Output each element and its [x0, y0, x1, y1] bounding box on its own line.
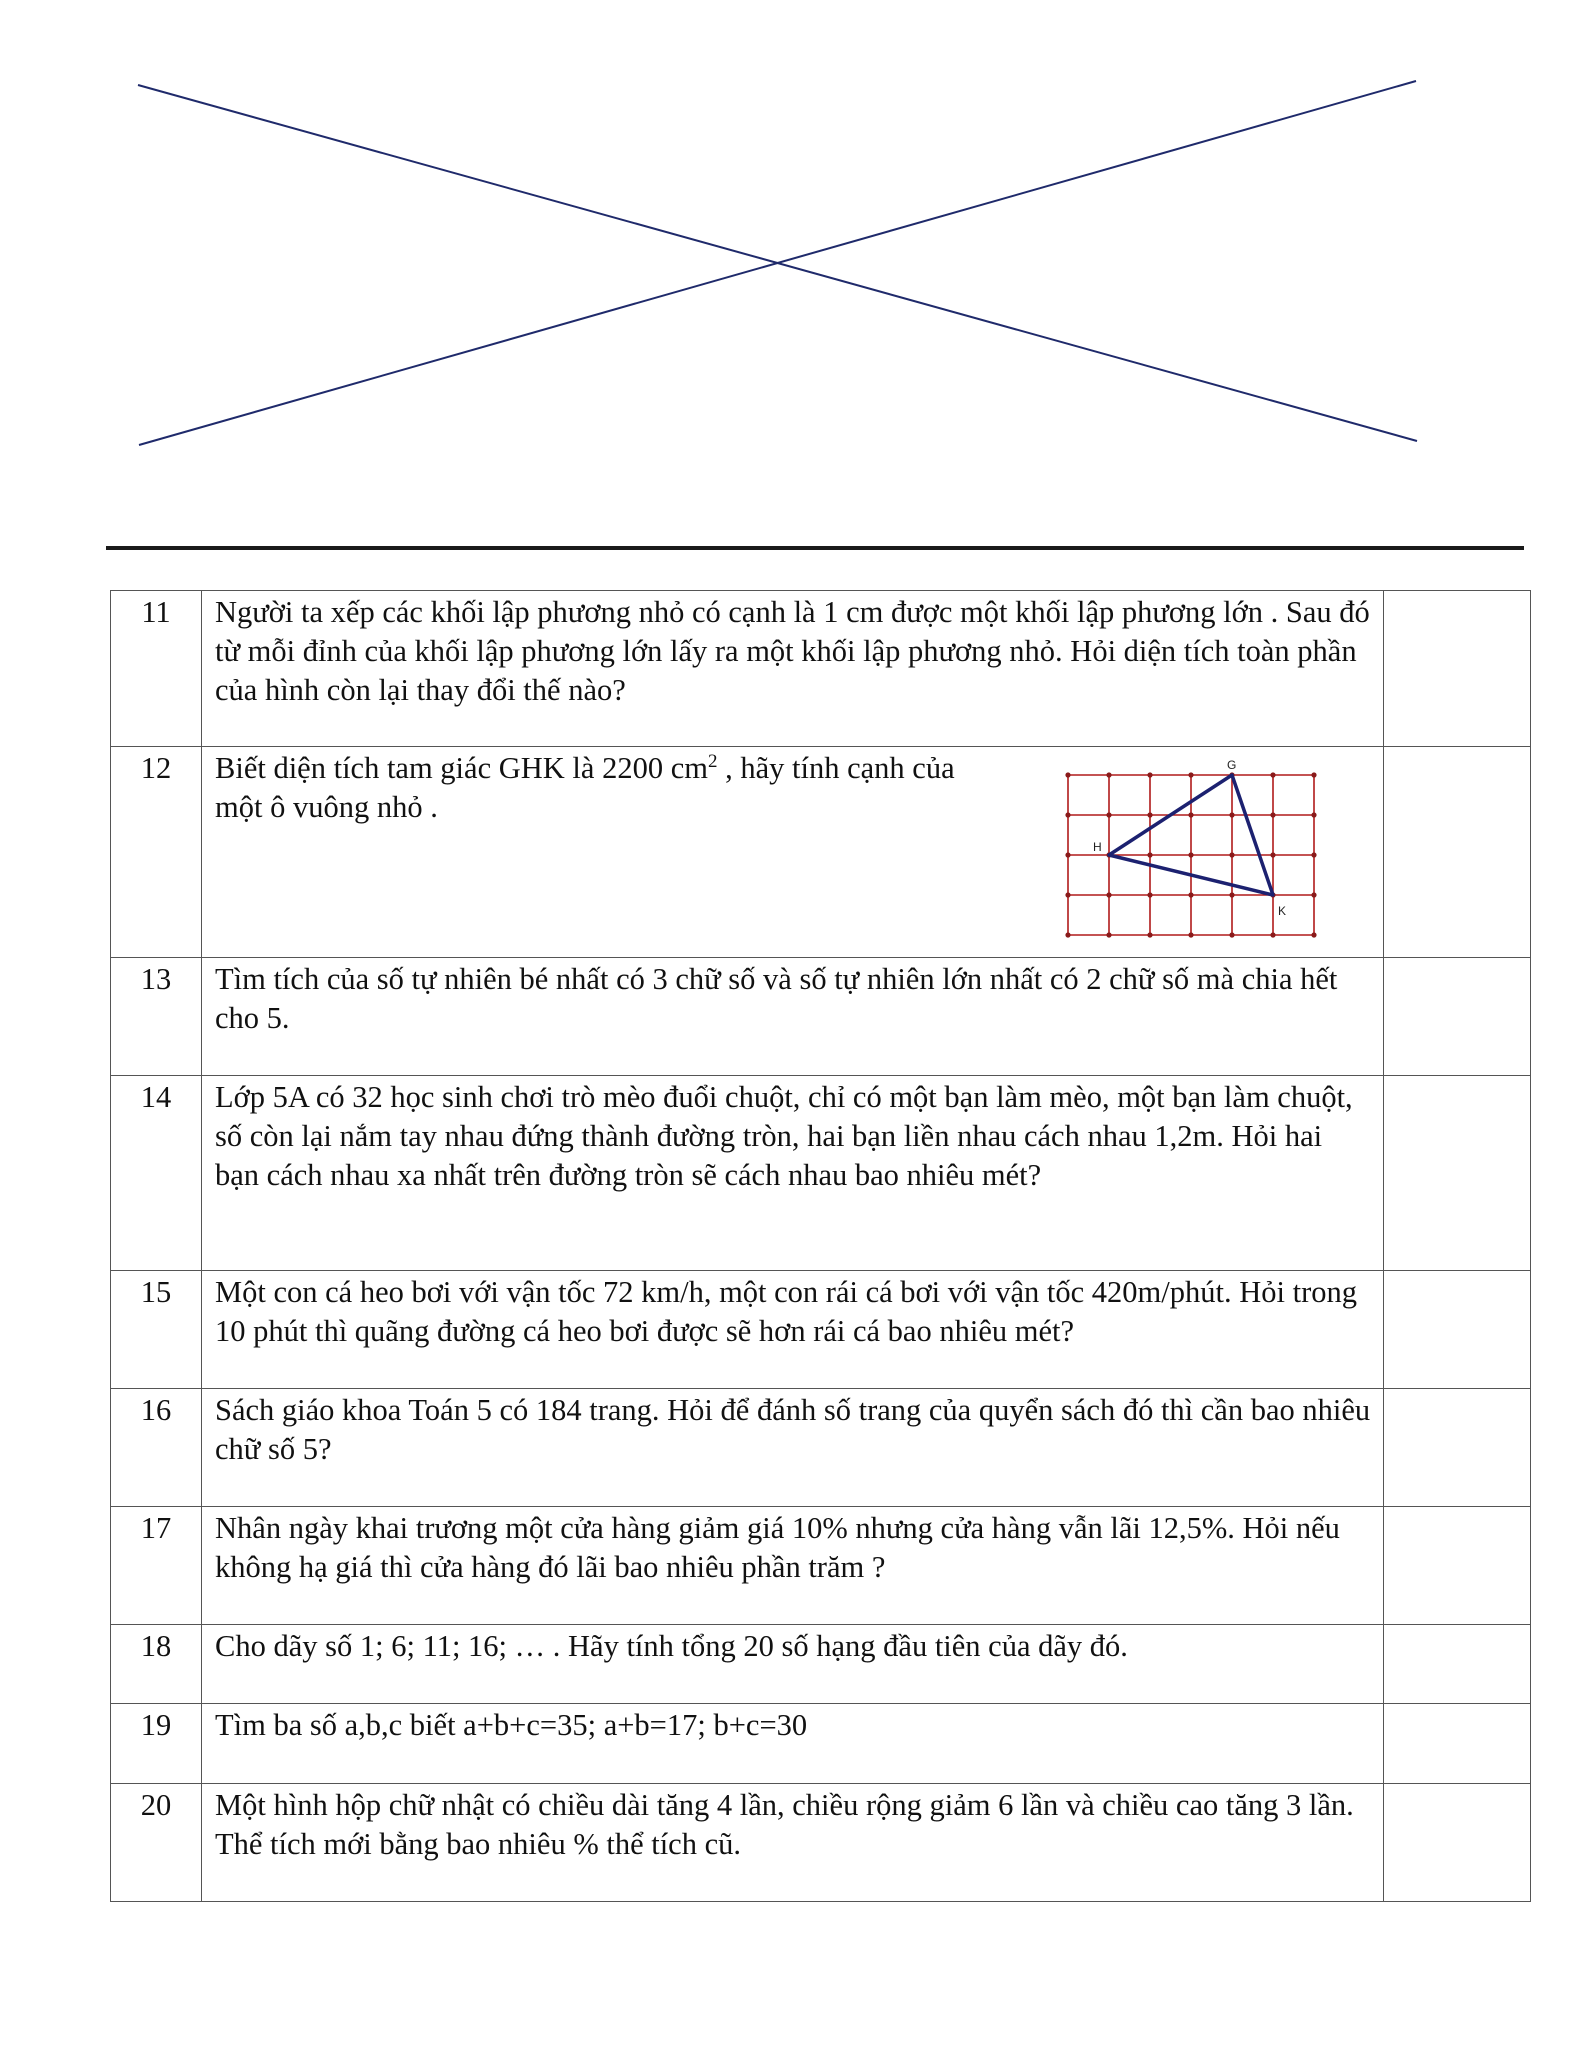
- question-row: [111, 1507, 1531, 1625]
- question-text: Cho dãy số 1; 6; 11; 16; … . Hãy tính tổng 20 số hạng đầu tiên của dãy đó.: [202, 1625, 1384, 1704]
- answer-cell[interactable]: [1384, 1271, 1531, 1389]
- question-text: Sách giáo khoa Toán 5 có 184 trang. Hỏi để đánh số trang của quyển sách đó thì cần bao nhiêu chữ số 5?: [202, 1389, 1384, 1507]
- question-text: Lớp 5A có 32 học sinh chơi trò mèo đuổi chuột, chỉ có một bạn làm mèo, một bạn làm chuột, số còn lại nắm tay nhau đứng thành đường tròn, hai bạn liền nhau cách nhau 1,2m. Hỏi hai bạn cách nhau xa nhất trên đường tròn sẽ cách nhau bao nhiêu mét?: [202, 1076, 1384, 1271]
- question-text-part: , hãy tính cạnh của một ô vuông nhỏ .: [215, 751, 955, 824]
- question-row: [111, 958, 1531, 1076]
- question-text: Tìm tích của số tự nhiên bé nhất có 3 chữ số và số tự nhiên lớn nhất có 2 chữ số mà chia hết cho 5.: [202, 958, 1384, 1076]
- horizontal-rule: [106, 546, 1524, 550]
- answer-cell[interactable]: [1384, 1625, 1531, 1704]
- questions-table: [110, 590, 1531, 1902]
- question-text: Một con cá heo bơi với vận tốc 72 km/h, một con rái cá bơi với vận tốc 420m/phút. Hỏi trong 10 phút thì quãng đường cá heo bơi được sẽ hơn rái cá bao nhiêu mét?: [202, 1271, 1384, 1389]
- question-row: [111, 1389, 1531, 1507]
- answer-cell[interactable]: [1384, 747, 1531, 958]
- answer-cell[interactable]: [1384, 1389, 1531, 1507]
- crossed-out-area: [0, 0, 1583, 480]
- answer-cell[interactable]: [1384, 1784, 1531, 1902]
- question-row: [111, 1704, 1531, 1784]
- answer-cell[interactable]: [1384, 958, 1531, 1076]
- question-row: [111, 1271, 1531, 1389]
- question-text: Tìm ba số a,b,c biết a+b+c=35; a+b=17; b+c=30: [202, 1704, 1384, 1784]
- question-number: 18: [111, 1625, 202, 1704]
- question-number: 19: [111, 1704, 202, 1784]
- question-number: 16: [111, 1389, 202, 1507]
- question-number: 17: [111, 1507, 202, 1625]
- vertex-label-g: G: [1227, 758, 1237, 772]
- answer-cell[interactable]: [1384, 1507, 1531, 1625]
- question-number: 20: [111, 1784, 202, 1902]
- answer-cell[interactable]: [1384, 1076, 1531, 1271]
- question-row: [111, 591, 1531, 747]
- question-number: 11: [111, 591, 202, 747]
- triangle-grid-figure: [1058, 749, 1348, 955]
- question-text-with-figure: [202, 747, 1384, 958]
- question-row: [111, 1625, 1531, 1704]
- vertex-label-k: K: [1278, 904, 1287, 918]
- question-text: Một hình hộp chữ nhật có chiều dài tăng 4 lần, chiều rộng giảm 6 lần và chiều cao tăng 3 lần. Thể tích mới bằng bao nhiêu % thể tích cũ.: [202, 1784, 1384, 1902]
- vertex-label-h: H: [1093, 840, 1102, 854]
- question-text: Người ta xếp các khối lập phương nhỏ có cạnh là 1 cm được một khối lập phương lớn . Sau đó từ mỗi đỉnh của khối lập phương lớn lấy ra một khối lập phương nhỏ. Hỏi diện tích toàn phần của hình còn lại thay đổi thế nào?: [202, 591, 1384, 747]
- question-number: 13: [111, 958, 202, 1076]
- answer-cell[interactable]: [1384, 591, 1531, 747]
- answer-cell[interactable]: [1384, 1704, 1531, 1784]
- question-row: [111, 1076, 1531, 1271]
- question-text: [215, 749, 1005, 827]
- question-row: [111, 1784, 1531, 1902]
- question-text: Nhân ngày khai trương một cửa hàng giảm giá 10% nhưng cửa hàng vẫn lãi 12,5%. Hỏi nếu không hạ giá thì cửa hàng đó lãi bao nhiêu phần trăm ?: [202, 1507, 1384, 1625]
- cross-line-2: [139, 81, 1416, 445]
- question-row: [111, 747, 1531, 958]
- question-text-part: Biết diện tích tam giác GHK là 2200 cm: [215, 751, 708, 785]
- question-number: 15: [111, 1271, 202, 1389]
- question-number: 14: [111, 1076, 202, 1271]
- superscript-exponent: 2: [707, 750, 718, 772]
- question-number: 12: [111, 747, 202, 958]
